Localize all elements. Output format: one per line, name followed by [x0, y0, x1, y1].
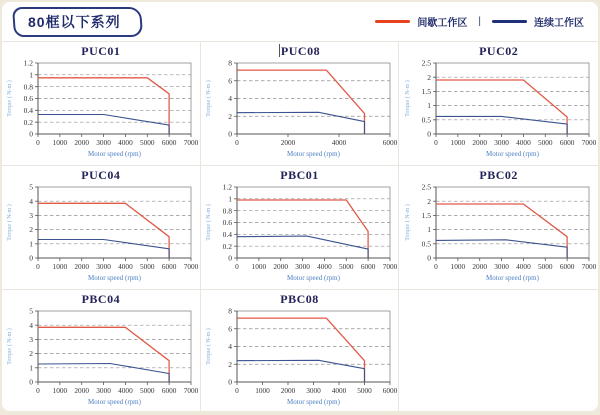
chart-title-text: PBC08 — [280, 292, 319, 306]
chart-plot — [201, 307, 398, 411]
x-tick-label: 6000 — [360, 262, 376, 271]
x-tick-label: 6000 — [382, 138, 398, 147]
chart-plot — [201, 183, 398, 288]
continuous-zone-line — [436, 240, 567, 258]
y-tick-label: 0.4 — [23, 105, 34, 115]
chart-title-text: PUC02 — [479, 44, 519, 58]
x-tick-label: 0 — [434, 138, 438, 147]
x-axis-label: Motor speed (rpm) — [88, 274, 142, 282]
text-cursor — [279, 44, 280, 57]
y-tick-label: 2 — [29, 225, 34, 235]
x-tick-label: 7000 — [184, 262, 199, 271]
x-tick-label: 6000 — [560, 138, 575, 147]
y-tick-label: 0.8 — [222, 206, 232, 216]
continuous-zone-line — [38, 240, 169, 259]
x-tick-label: 3000 — [96, 386, 112, 395]
x-tick-label: 3000 — [494, 138, 510, 147]
chart-title-text: PBC01 — [280, 168, 319, 182]
x-tick-label: 3000 — [96, 138, 112, 147]
y-tick-label: 0.2 — [222, 241, 232, 251]
chart-title — [399, 168, 598, 183]
x-tick-label: 6000 — [560, 262, 575, 271]
x-tick-label: 4000 — [331, 386, 347, 395]
chart-title-text: PUC04 — [81, 168, 121, 182]
y-tick-label: 0.6 — [222, 218, 232, 228]
y-tick-label: 2 — [228, 111, 232, 121]
chart-cell-puc04 — [2, 166, 201, 290]
y-tick-label: 0.5 — [421, 239, 432, 249]
continuous-line-swatch — [492, 20, 527, 23]
intermittent-line-swatch — [375, 20, 410, 23]
y-tick-label: 0.6 — [23, 94, 34, 104]
y-tick-label: 8 — [228, 307, 232, 316]
y-tick-label: 2 — [427, 196, 432, 206]
y-axis-label: Torque ( N-m ) — [405, 204, 412, 241]
x-tick-label: 5000 — [538, 138, 553, 147]
chart-cell-pbc02 — [399, 166, 598, 290]
x-tick-label: 4000 — [516, 262, 531, 271]
x-tick-label: 7000 — [581, 262, 597, 271]
y-axis-label: Torque ( N-m ) — [205, 328, 212, 365]
x-tick-label: 6000 — [162, 138, 177, 147]
x-tick-label: 6000 — [162, 386, 177, 395]
x-tick-label: 5000 — [538, 262, 553, 271]
intermittent-zone-line — [38, 203, 169, 258]
x-tick-label: 1000 — [255, 386, 270, 395]
x-tick-label: 5000 — [140, 386, 155, 395]
y-tick-label: 1 — [29, 363, 34, 373]
y-tick-label: 0 — [228, 377, 232, 387]
empty-cell — [399, 290, 598, 411]
continuous-zone-line — [38, 115, 169, 135]
y-axis-label: Torque ( N-m ) — [7, 80, 14, 117]
intermittent-zone-line — [38, 327, 169, 382]
x-axis-label: Motor speed (rpm) — [88, 398, 142, 406]
chart-title-text: PBC04 — [81, 292, 121, 306]
x-tick-label: 7000 — [581, 138, 597, 147]
y-axis-label: Torque ( N-m ) — [205, 80, 212, 117]
x-tick-label: 5000 — [357, 386, 372, 395]
x-tick-label: 3000 — [295, 262, 310, 271]
y-axis-label: Torque ( N-m ) — [205, 204, 212, 241]
chart-title — [2, 168, 200, 183]
page-header — [2, 2, 598, 42]
y-tick-label: 4 — [228, 94, 232, 104]
chart-cell-pbc04 — [2, 290, 201, 411]
x-tick-label: 4000 — [118, 138, 134, 147]
intermittent-zone-line — [436, 204, 567, 258]
x-axis-label: Motor speed (rpm) — [287, 150, 340, 158]
y-tick-label: 3 — [29, 211, 34, 220]
y-tick-label: 1 — [29, 239, 34, 249]
chart-title — [201, 292, 399, 307]
chart-title — [2, 292, 200, 307]
y-tick-label: 1.2 — [222, 183, 232, 192]
x-axis-label: Motor speed (rpm) — [88, 150, 142, 158]
x-tick-label: 3000 — [96, 262, 112, 271]
chart-cell-puc02 — [399, 42, 598, 166]
y-tick-label: 0 — [228, 129, 232, 139]
series-title-box — [12, 7, 141, 37]
chart-plot — [2, 59, 199, 164]
y-tick-label: 6 — [228, 76, 232, 86]
legend-item-continuous — [492, 14, 584, 29]
x-tick-label: 0 — [235, 262, 239, 271]
x-axis-label: Motor speed (rpm) — [287, 274, 340, 282]
x-tick-label: 0 — [36, 386, 41, 395]
chart-grid — [2, 42, 598, 411]
y-axis-label: Torque ( N-m ) — [405, 80, 412, 117]
legend — [375, 14, 584, 29]
chart-cell-pbc08 — [201, 290, 400, 411]
legend-divider: | — [478, 16, 481, 27]
chart-plot — [2, 307, 199, 411]
intermittent-zone-line — [237, 200, 368, 258]
x-tick-label: 5000 — [140, 138, 155, 147]
chart-plot — [2, 183, 199, 288]
x-tick-label: 2000 — [74, 386, 90, 395]
continuous-zone-line — [237, 112, 365, 134]
x-tick-label: 1000 — [52, 386, 68, 395]
x-tick-label: 0 — [235, 138, 239, 147]
x-tick-label: 2000 — [273, 262, 288, 271]
x-axis-label: Motor speed (rpm) — [287, 398, 340, 406]
y-tick-label: 1.5 — [421, 211, 432, 220]
chart-title — [201, 168, 399, 183]
page-title: 80框以下系列 — [28, 13, 121, 30]
y-tick-label: 2 — [228, 359, 232, 369]
chart-plot — [400, 59, 597, 164]
chart-title-text: PBC02 — [479, 168, 518, 182]
intermittent-zone-line — [38, 78, 169, 134]
x-tick-label: 2000 — [74, 262, 90, 271]
x-tick-label: 5000 — [140, 262, 155, 271]
x-tick-label: 0 — [36, 138, 41, 147]
x-tick-label: 6000 — [162, 262, 177, 271]
x-tick-label: 2000 — [280, 386, 296, 395]
y-tick-label: 1 — [427, 225, 432, 235]
x-tick-label: 5000 — [338, 262, 354, 271]
y-tick-label: 2.5 — [421, 59, 432, 68]
y-tick-label: 0.2 — [23, 117, 34, 127]
x-tick-label: 3000 — [494, 262, 510, 271]
x-axis-label: Motor speed (rpm) — [486, 150, 540, 158]
x-tick-label: 7000 — [184, 138, 199, 147]
x-tick-label: 2000 — [472, 262, 488, 271]
x-tick-label: 3000 — [306, 386, 321, 395]
page-frame — [2, 2, 598, 411]
y-tick-label: 6 — [228, 324, 232, 334]
y-tick-label: 0 — [228, 253, 232, 263]
y-tick-label: 4 — [29, 320, 34, 330]
chart-plot — [400, 183, 597, 288]
continuous-zone-line — [436, 116, 567, 134]
y-tick-label: 5 — [29, 183, 34, 192]
chart-cell-pbc01 — [201, 166, 400, 290]
x-tick-label: 1000 — [52, 138, 68, 147]
chart-cell-puc08 — [201, 42, 400, 166]
y-tick-label: 1.5 — [421, 87, 432, 96]
y-tick-label: 2 — [427, 72, 432, 82]
y-tick-label: 4 — [29, 196, 34, 206]
y-axis-label: Torque ( N-m ) — [7, 204, 14, 241]
y-tick-label: 3 — [29, 335, 34, 344]
x-tick-label: 0 — [235, 386, 239, 395]
y-tick-label: 0 — [427, 253, 432, 263]
chart-title — [399, 44, 598, 59]
chart-plot — [201, 59, 398, 164]
chart-title — [2, 44, 200, 59]
y-tick-label: 0 — [29, 377, 34, 387]
y-tick-label: 0 — [29, 129, 34, 139]
x-axis-label: Motor speed (rpm) — [486, 274, 540, 282]
x-tick-label: 0 — [36, 262, 41, 271]
x-tick-label: 4000 — [516, 138, 531, 147]
chart-title-text: PUC08 — [280, 44, 321, 58]
continuous-zone-line — [237, 236, 368, 258]
y-tick-label: 1 — [228, 194, 232, 204]
x-tick-label: 2000 — [472, 138, 488, 147]
continuous-zone-line — [38, 364, 169, 383]
y-axis-label: Torque ( N-m ) — [7, 328, 14, 365]
y-tick-label: 1 — [427, 101, 432, 111]
y-tick-label: 4 — [228, 342, 232, 352]
y-tick-label: 5 — [29, 307, 34, 316]
x-tick-label: 0 — [434, 262, 438, 271]
y-tick-label: 2 — [29, 349, 34, 359]
legend-label-continuous: 连续工作区 — [534, 18, 584, 29]
continuous-zone-line — [237, 360, 365, 382]
x-tick-label: 1000 — [450, 262, 466, 271]
intermittent-zone-line — [237, 70, 365, 134]
y-tick-label: 8 — [228, 59, 232, 68]
y-tick-label: 0.5 — [421, 115, 432, 125]
y-tick-label: 0.8 — [23, 82, 34, 92]
y-tick-label: 2.5 — [421, 183, 432, 192]
chart-title — [201, 44, 399, 59]
y-tick-label: 1 — [29, 70, 34, 80]
y-tick-label: 0 — [427, 129, 432, 139]
x-tick-label: 7000 — [382, 262, 398, 271]
intermittent-zone-line — [436, 80, 567, 134]
chart-cell-puc01 — [2, 42, 201, 166]
y-tick-label: 1.2 — [23, 59, 34, 68]
y-tick-label: 0 — [29, 253, 34, 263]
legend-item-intermittent — [375, 14, 467, 29]
chart-title-text: PUC01 — [81, 44, 121, 58]
x-tick-label: 4000 — [118, 386, 134, 395]
legend-label-intermittent: 间歇工作区 — [417, 18, 468, 29]
x-tick-label: 4000 — [331, 138, 347, 147]
x-tick-label: 1000 — [450, 138, 466, 147]
x-tick-label: 1000 — [251, 262, 267, 271]
x-tick-label: 2000 — [280, 138, 296, 147]
x-tick-label: 4000 — [317, 262, 332, 271]
y-tick-label: 0.4 — [222, 229, 232, 239]
x-tick-label: 7000 — [184, 386, 199, 395]
x-tick-label: 6000 — [382, 386, 398, 395]
x-tick-label: 1000 — [52, 262, 68, 271]
intermittent-zone-line — [237, 318, 365, 382]
x-tick-label: 4000 — [118, 262, 134, 271]
x-tick-label: 2000 — [74, 138, 90, 147]
